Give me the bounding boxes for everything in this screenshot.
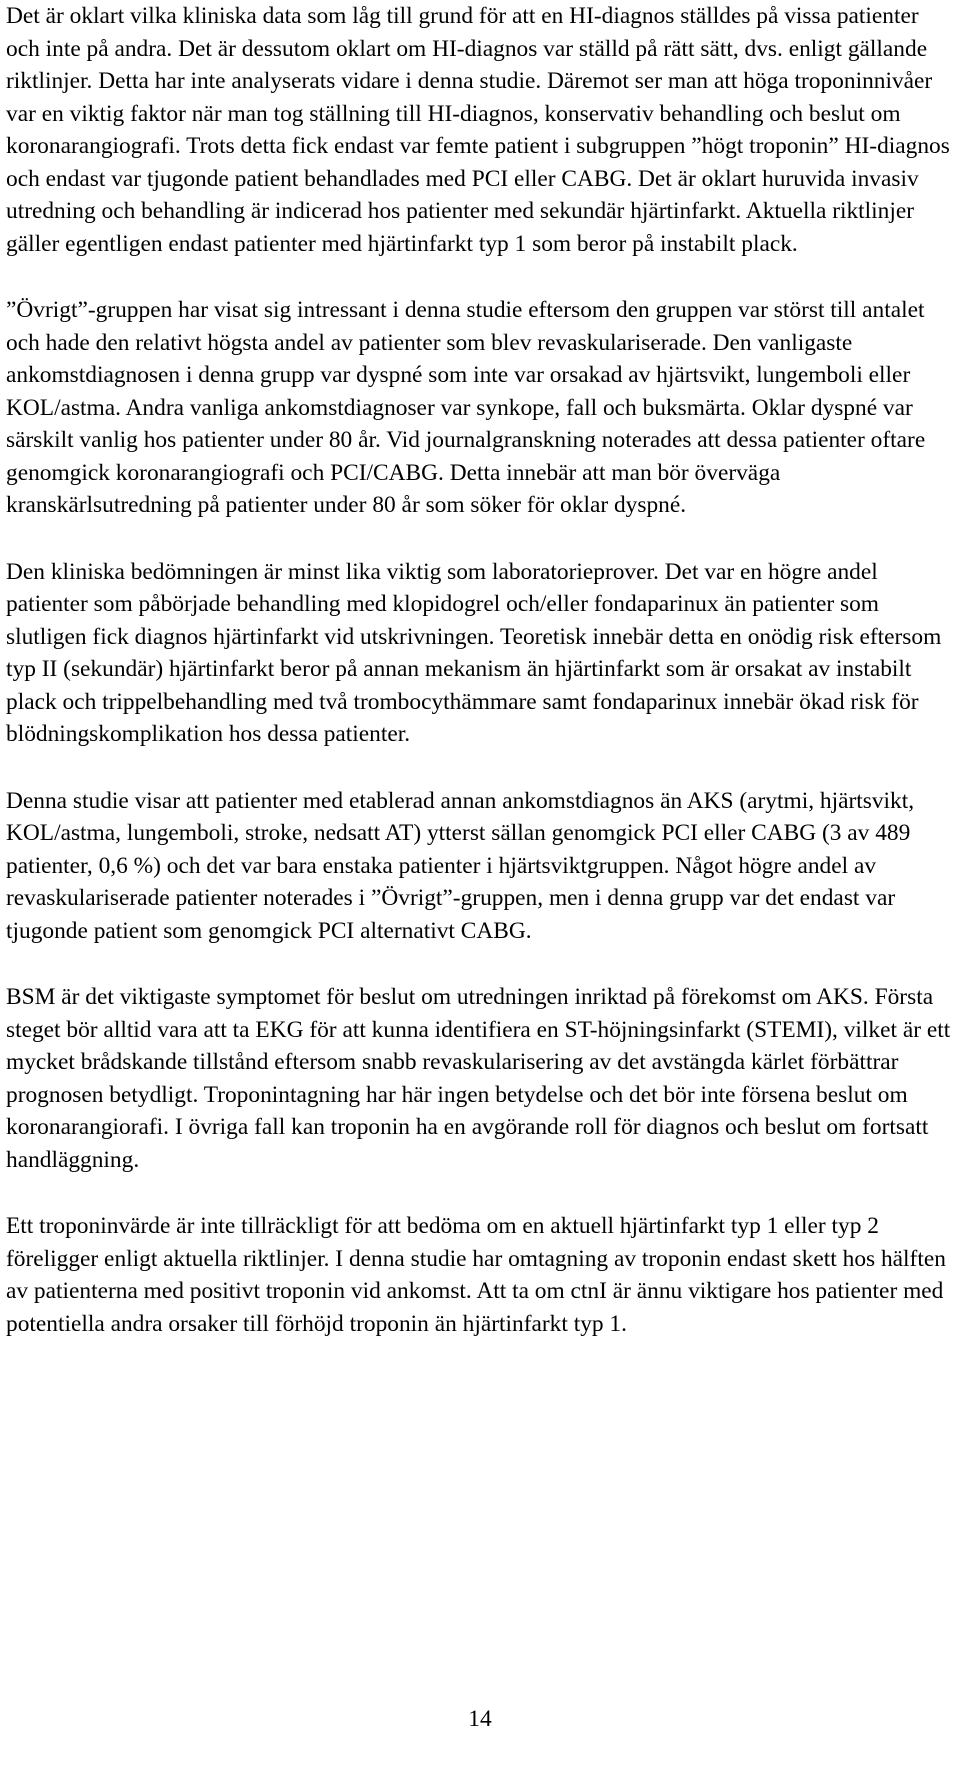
page-number: 14 [468, 1706, 492, 1732]
paragraph-1: Det är oklart vilka kliniska data som låg till grund för att en HI-diagnos ställdes på vissa patienter och inte på andra. Det är dessutom oklart om HI-diagnos var ställd på rätt sätt, dvs. enligt gällande riktlinjer. Detta har inte analyserats vidare i denna studie. Däremot ser man att höga troponinnivåer var en viktig faktor när man tog ställning till HI-diagnos, konservativ behandling och beslut om koronarangiografi. Trots detta fick endast var femte patient i subgruppen ”högt troponin” HI-diagnos och endast var tjugonde patient behandlades med PCI eller CABG. Det är oklart huruvida invasiv utredning och behandling är indicerad hos patienter med sekundär hjärtinfarkt. Aktuella riktlinjer gäller egentligen endast patienter med hjärtinfarkt typ 1 som beror på instabilt plack. [6, 3, 950, 257]
paragraph-4: Denna studie visar att patienter med etablerad annan ankomstdiagnos än AKS (arytmi, hjärtsvikt, KOL/astma, lungemboli, stroke, nedsatt AT) ytterst sällan genomgick PCI eller CABG (3 av 489 patienter, 0,6 %) och det var bara enstaka patienter i hjärtsviktgruppen. Något högre andel av revaskulariserade patienter noterades i ”Övrigt”-gruppen, men i denna grupp var det endast var tjugonde patient som genomgick PCI alternativt CABG. [6, 787, 915, 944]
paragraph-2: ”Övrigt”-gruppen har visat sig intressant i denna studie eftersom den gruppen var störst till antalet och hade den relativt högsta andel av patienter som blev revaskulariserade. Den vanligaste ankomstdiagnosen i denna grupp var dyspné som inte var orsakad av hjärtsvikt, lungemboli eller KOL/astma. Andra vanliga ankomstdiagnoser var synkope, fall och buksmärta. Oklar dyspné var särskilt vanlig hos patienter under 80 år. Vid journalgranskning noterades att dessa patienter oftare genomgick koronarangiografi och PCI/CABG. Detta innebär att man bör överväga kranskärlsutredning på patienter under 80 år som söker för oklar dyspné. [6, 297, 926, 518]
paragraph-5: BSM är det viktigaste symptomet för beslut om utredningen inriktad på förekomst om AKS. Första steget bör alltid vara att ta EKG för att kunna identifiera en ST-höjningsinfarkt (STEMI), vilket är ett mycket brådskande tillstånd eftersom snabb revaskularisering av det avstängda kärlet förbättrar prognosen betydligt. Troponintagning har här ingen betydelse och det bör inte försena beslut om koronarangiorafi. I övriga fall kan troponin ha en avgörande roll för diagnos och beslut om fortsatt handläggning. [6, 984, 951, 1173]
document-body [6, 0, 954, 1374]
paragraph-6: Ett troponinvärde är inte tillräckligt för att bedöma om en aktuell hjärtinfarkt typ 1 eller typ 2 föreligger enligt aktuella riktlinjer. I denna studie har omtagning av troponin endast skett hos hälften av patienterna med positivt troponin vid ankomst. Att ta om ctnI är ännu viktigare hos patienter med potentiella andra orsaker till förhöjd troponin än hjärtinfarkt typ 1. [6, 1213, 946, 1337]
paragraph-3: Den kliniska bedömningen är minst lika viktig som laboratorieprover. Det var en högre andel patienter som påbörjade behandling med klopidogrel och/eller fondaparinux än patienter som slutligen fick diagnos hjärtinfarkt vid utskrivningen. Teoretisk innebär detta en onödig risk eftersom typ II (sekundär) hjärtinfarkt beror på annan mekanism än hjärtinfarkt som är orsakat av instabilt plack och trippelbehandling med två trombocythämmare samt fondaparinux innebär ökad risk för blödningskomplikation hos dessa patienter. [6, 558, 942, 747]
